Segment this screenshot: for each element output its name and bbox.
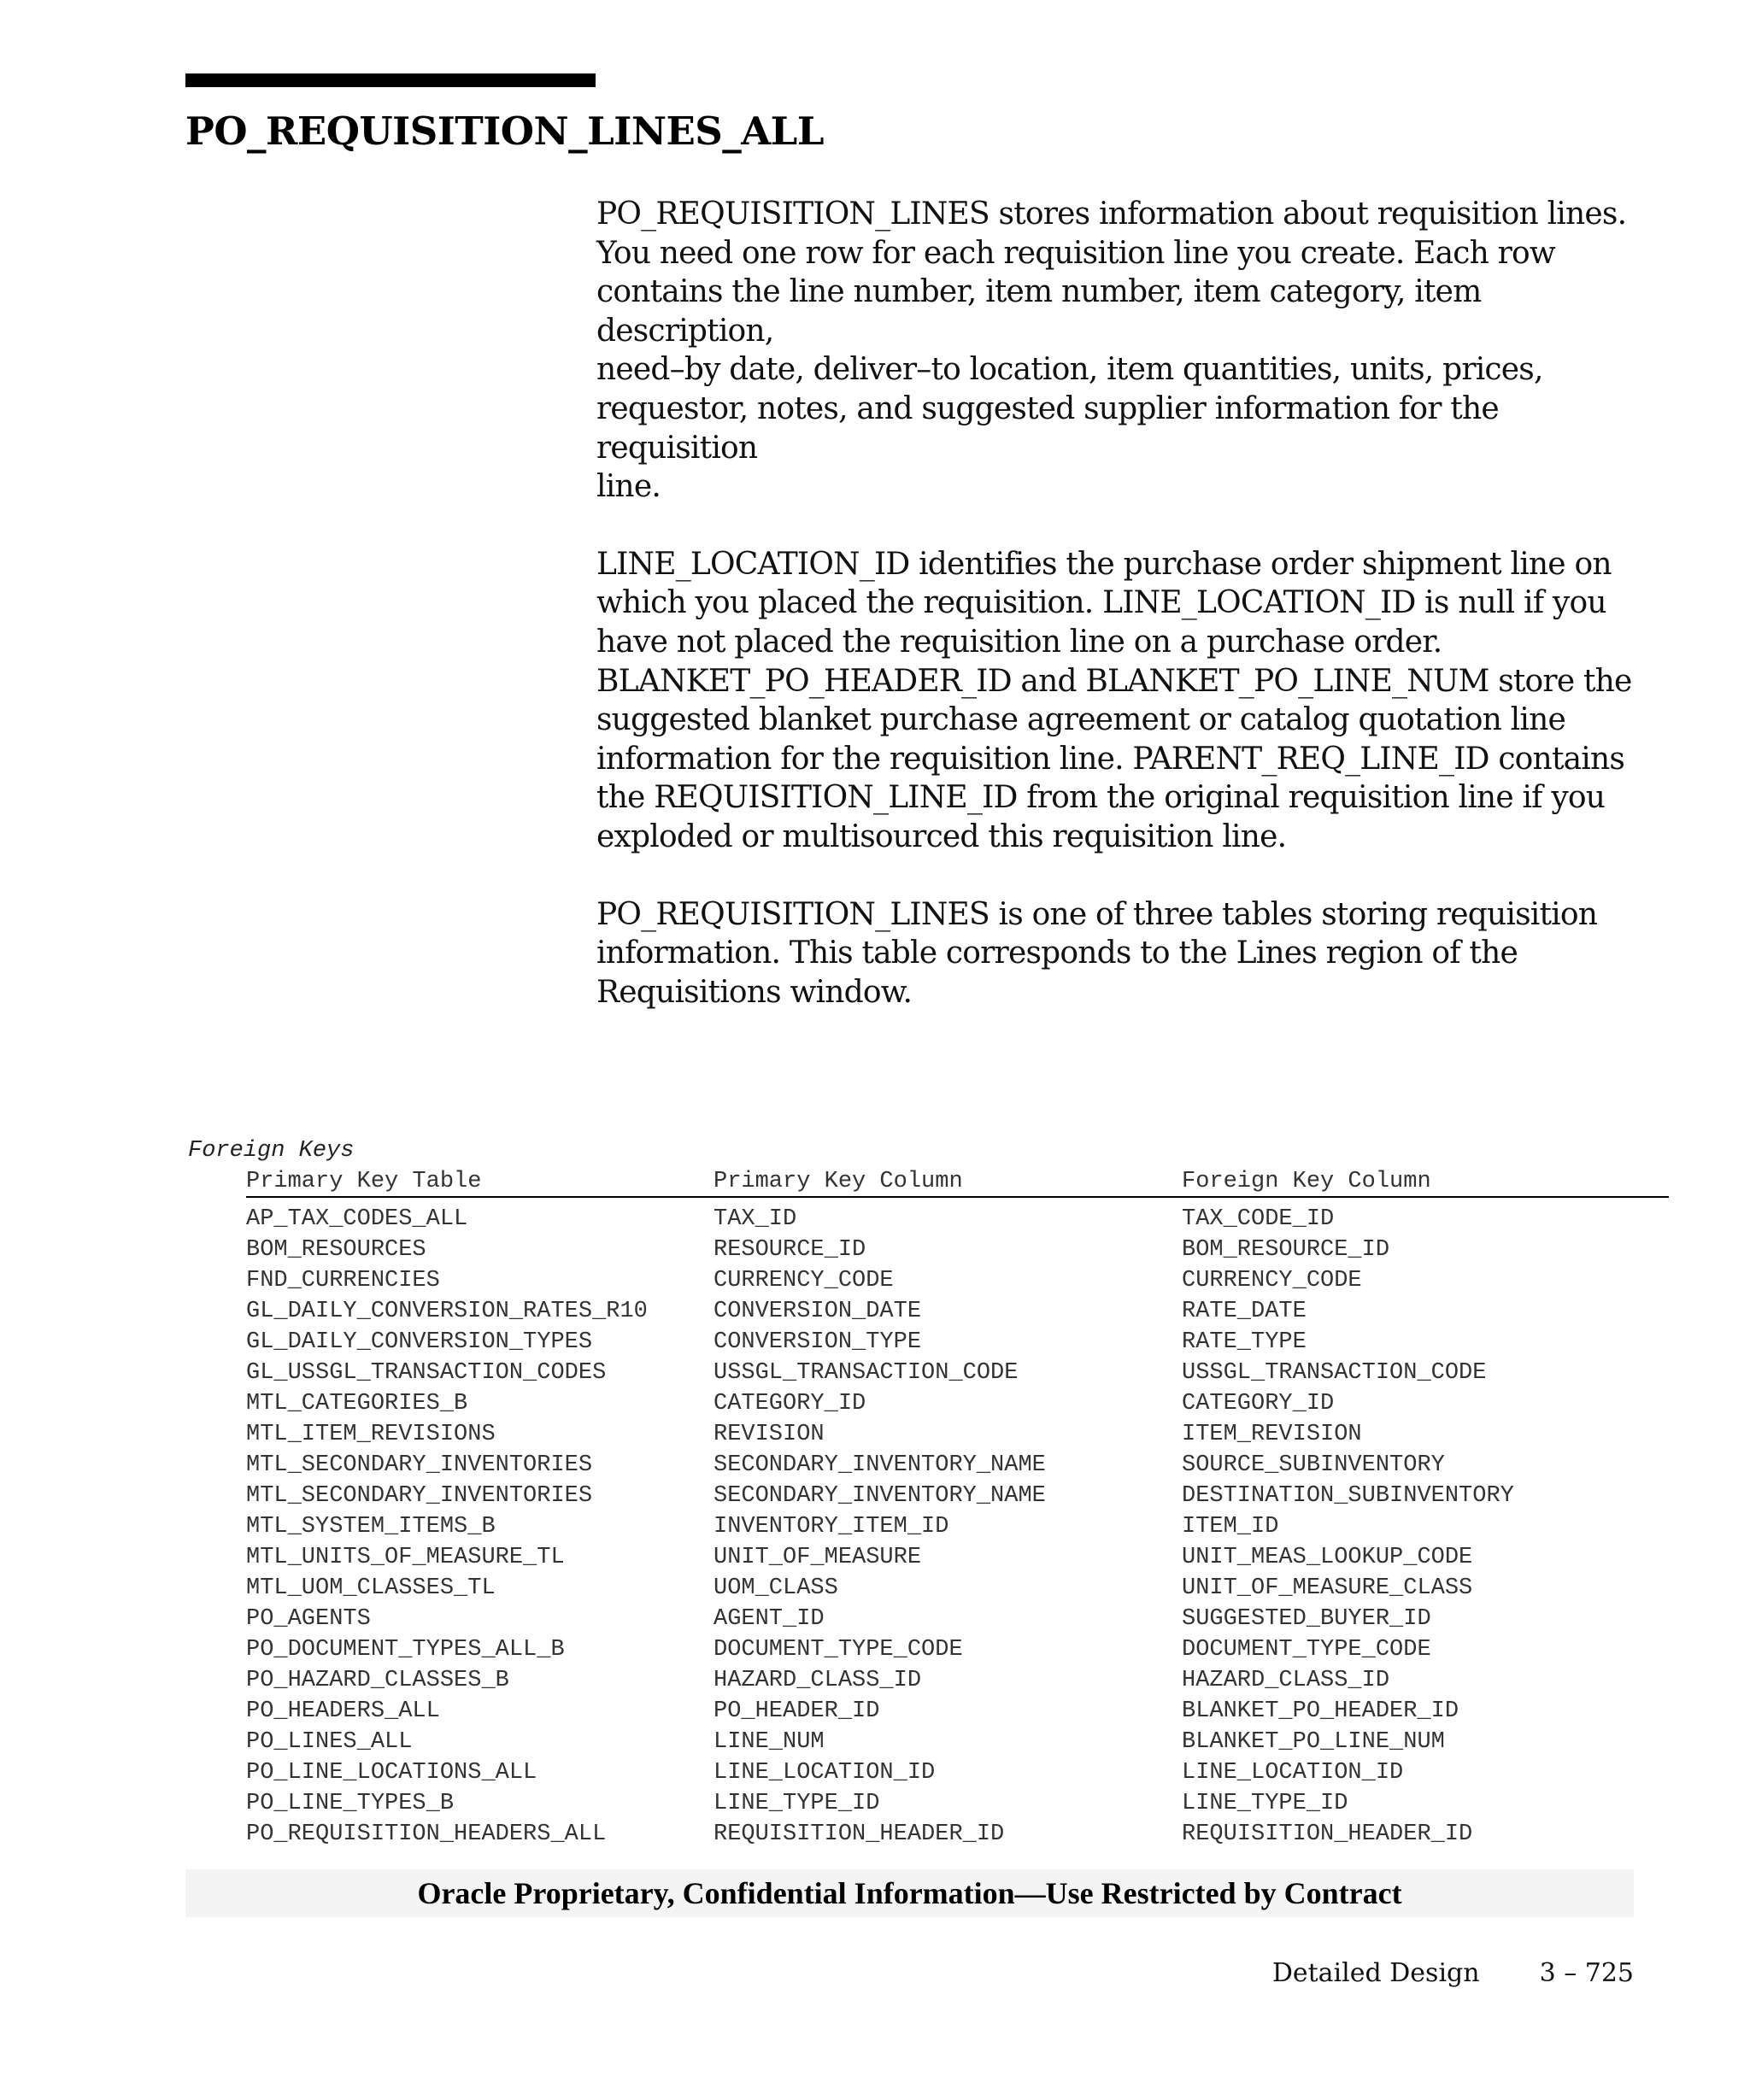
header-primary-key-column: Primary Key Column bbox=[714, 1169, 963, 1194]
foreign-keys-header bbox=[246, 1167, 1669, 1198]
primary-key-table-cell: PO_LINE_LOCATIONS_ALL bbox=[246, 1760, 537, 1786]
primary-key-column-cell: LINE_NUM bbox=[714, 1729, 825, 1755]
primary-key-table-cell: MTL_SYSTEM_ITEMS_B bbox=[246, 1514, 496, 1540]
primary-key-column-cell: RESOURCE_ID bbox=[714, 1237, 866, 1263]
primary-key-column-cell: AGENT_ID bbox=[714, 1606, 825, 1632]
primary-key-table-cell: PO_AGENTS bbox=[246, 1606, 371, 1632]
primary-key-column-cell: INVENTORY_ITEM_ID bbox=[714, 1514, 949, 1540]
foreign-key-column-cell: UNIT_OF_MEASURE_CLASS bbox=[1182, 1575, 1473, 1601]
table-row bbox=[246, 1635, 1669, 1666]
foreign-keys-rows bbox=[246, 1205, 1669, 1851]
foreign-key-column-cell: REQUISITION_HEADER_ID bbox=[1182, 1821, 1473, 1847]
page-title: PO_REQUISITION_LINES_ALL bbox=[185, 109, 824, 154]
table-row bbox=[246, 1758, 1669, 1789]
table-row bbox=[246, 1666, 1669, 1697]
table-row bbox=[246, 1604, 1669, 1635]
header-foreign-key-column: Foreign Key Column bbox=[1182, 1169, 1431, 1194]
table-row bbox=[246, 1358, 1669, 1389]
table-row bbox=[246, 1420, 1669, 1451]
table-row bbox=[246, 1820, 1669, 1851]
table-row bbox=[246, 1297, 1669, 1328]
confidential-notice-text: Oracle Proprietary, Confidential Information––Use Restricted by Contract bbox=[417, 1876, 1402, 1910]
primary-key-column-cell: SECONDARY_INVENTORY_NAME bbox=[714, 1483, 1046, 1509]
primary-key-column-cell: CONVERSION_TYPE bbox=[714, 1329, 922, 1355]
foreign-key-column-cell: USSGL_TRANSACTION_CODE bbox=[1182, 1360, 1487, 1386]
foreign-key-column-cell: CATEGORY_ID bbox=[1182, 1391, 1335, 1417]
primary-key-column-cell: LINE_LOCATION_ID bbox=[714, 1760, 936, 1786]
foreign-key-column-cell: SUGGESTED_BUYER_ID bbox=[1182, 1606, 1431, 1632]
foreign-key-column-cell: LINE_TYPE_ID bbox=[1182, 1791, 1348, 1816]
primary-key-column-cell: UNIT_OF_MEASURE bbox=[714, 1545, 922, 1570]
foreign-key-column-cell: RATE_DATE bbox=[1182, 1299, 1307, 1324]
foreign-key-column-cell: BOM_RESOURCE_ID bbox=[1182, 1237, 1390, 1263]
primary-key-table-cell: PO_DOCUMENT_TYPES_ALL_B bbox=[246, 1637, 565, 1663]
primary-key-column-cell: HAZARD_CLASS_ID bbox=[714, 1668, 922, 1693]
foreign-key-column-cell: LINE_LOCATION_ID bbox=[1182, 1760, 1404, 1786]
title-rule bbox=[185, 73, 596, 87]
foreign-key-column-cell: SOURCE_SUBINVENTORY bbox=[1182, 1452, 1445, 1478]
table-row bbox=[246, 1481, 1669, 1512]
section-name: Detailed Design bbox=[1271, 1958, 1480, 1988]
primary-key-table-cell: GL_DAILY_CONVERSION_TYPES bbox=[246, 1329, 593, 1355]
table-description bbox=[596, 195, 1665, 1050]
primary-key-column-cell: CONVERSION_DATE bbox=[714, 1299, 922, 1324]
header-primary-key-table: Primary Key Table bbox=[246, 1169, 482, 1194]
primary-key-table-cell: FND_CURRENCIES bbox=[246, 1268, 440, 1293]
primary-key-table-cell: MTL_ITEM_REVISIONS bbox=[246, 1422, 496, 1447]
primary-key-table-cell: PO_HEADERS_ALL bbox=[246, 1698, 440, 1724]
foreign-key-column-cell: ITEM_ID bbox=[1182, 1514, 1279, 1540]
primary-key-table-cell: GL_USSGL_TRANSACTION_CODES bbox=[246, 1360, 607, 1386]
description-paragraph: PO_REQUISITION_LINES is one of three tables storing requisition information. This table corresponds to the Lines region of the Requisitions window. bbox=[596, 896, 1598, 1010]
foreign-key-column-cell: ITEM_REVISION bbox=[1182, 1422, 1362, 1447]
primary-key-column-cell: REQUISITION_HEADER_ID bbox=[714, 1821, 1005, 1847]
table-row bbox=[246, 1728, 1669, 1758]
primary-key-column-cell: REVISION bbox=[714, 1422, 825, 1447]
page-number: 3 – 725 bbox=[1539, 1958, 1634, 1988]
foreign-key-column-cell: DESTINATION_SUBINVENTORY bbox=[1182, 1483, 1514, 1509]
primary-key-table-cell: MTL_SECONDARY_INVENTORIES bbox=[246, 1483, 593, 1509]
foreign-key-column-cell: RATE_TYPE bbox=[1182, 1329, 1307, 1355]
primary-key-column-cell: UOM_CLASS bbox=[714, 1575, 838, 1601]
description-paragraph: PO_REQUISITION_LINES stores information about requisition lines. You need one row for each requisition line you create. Each row contains the line number, item number, item category, item description, need–by date, deliver–to location, item quantities, units, prices, requestor, notes, and suggested supplier information for the requisition line. bbox=[596, 197, 1627, 505]
table-row bbox=[246, 1789, 1669, 1820]
primary-key-table-cell: MTL_SECONDARY_INVENTORIES bbox=[246, 1452, 593, 1478]
primary-key-table-cell: PO_LINE_TYPES_B bbox=[246, 1791, 455, 1816]
primary-key-table-cell: GL_DAILY_CONVERSION_RATES_R10 bbox=[246, 1299, 648, 1324]
primary-key-table-cell: MTL_UNITS_OF_MEASURE_TL bbox=[246, 1545, 565, 1570]
primary-key-column-cell: CATEGORY_ID bbox=[714, 1391, 866, 1417]
primary-key-table-cell: MTL_CATEGORIES_B bbox=[246, 1391, 468, 1417]
table-row bbox=[246, 1697, 1669, 1728]
foreign-key-column-cell: HAZARD_CLASS_ID bbox=[1182, 1668, 1390, 1693]
foreign-keys-caption: Foreign Keys bbox=[188, 1138, 355, 1164]
table-row bbox=[246, 1328, 1669, 1358]
table-row bbox=[246, 1266, 1669, 1297]
table-row bbox=[246, 1451, 1669, 1481]
foreign-key-column-cell: BLANKET_PO_LINE_NUM bbox=[1182, 1729, 1445, 1755]
primary-key-column-cell: CURRENCY_CODE bbox=[714, 1268, 894, 1293]
foreign-key-column-cell: TAX_CODE_ID bbox=[1182, 1206, 1335, 1232]
description-paragraph: LINE_LOCATION_ID identifies the purchase order shipment line on which you placed the requisition. LINE_LOCATION_ID is null if you have not placed the requisition line on a purchase order. BLANKET_PO_HEADER_ID and BLANKET_PO_LINE_NUM store the suggested blanket purchase agreement or catalog quotation line information for the requisition line. PARENT_REQ_LINE_ID contains the REQUISITION_LINE_ID from the original requisition line if you exploded or multisourced this requisition line. bbox=[596, 546, 1632, 854]
foreign-key-column-cell: DOCUMENT_TYPE_CODE bbox=[1182, 1637, 1431, 1663]
primary-key-table-cell: BOM_RESOURCES bbox=[246, 1237, 426, 1263]
table-row bbox=[246, 1574, 1669, 1604]
table-row bbox=[246, 1235, 1669, 1266]
primary-key-column-cell: PO_HEADER_ID bbox=[714, 1698, 880, 1724]
table-row bbox=[246, 1205, 1669, 1235]
primary-key-table-cell: MTL_UOM_CLASSES_TL bbox=[246, 1575, 496, 1601]
table-row bbox=[246, 1512, 1669, 1543]
primary-key-column-cell: DOCUMENT_TYPE_CODE bbox=[714, 1637, 963, 1663]
foreign-key-column-cell: UNIT_MEAS_LOOKUP_CODE bbox=[1182, 1545, 1473, 1570]
primary-key-table-cell: PO_HAZARD_CLASSES_B bbox=[246, 1668, 509, 1693]
confidential-notice bbox=[185, 1869, 1634, 1917]
foreign-keys-table bbox=[246, 1167, 1669, 1851]
primary-key-table-cell: AP_TAX_CODES_ALL bbox=[246, 1206, 468, 1232]
table-row bbox=[246, 1543, 1669, 1574]
primary-key-table-cell: PO_LINES_ALL bbox=[246, 1729, 413, 1755]
primary-key-column-cell: TAX_ID bbox=[714, 1206, 797, 1232]
table-row bbox=[246, 1389, 1669, 1420]
primary-key-column-cell: LINE_TYPE_ID bbox=[714, 1791, 880, 1816]
primary-key-column-cell: USSGL_TRANSACTION_CODE bbox=[714, 1360, 1019, 1386]
primary-key-table-cell: PO_REQUISITION_HEADERS_ALL bbox=[246, 1821, 607, 1847]
primary-key-column-cell: SECONDARY_INVENTORY_NAME bbox=[714, 1452, 1046, 1478]
page-footer bbox=[1272, 1956, 1634, 1991]
foreign-key-column-cell: BLANKET_PO_HEADER_ID bbox=[1182, 1698, 1459, 1724]
foreign-key-column-cell: CURRENCY_CODE bbox=[1182, 1268, 1362, 1293]
